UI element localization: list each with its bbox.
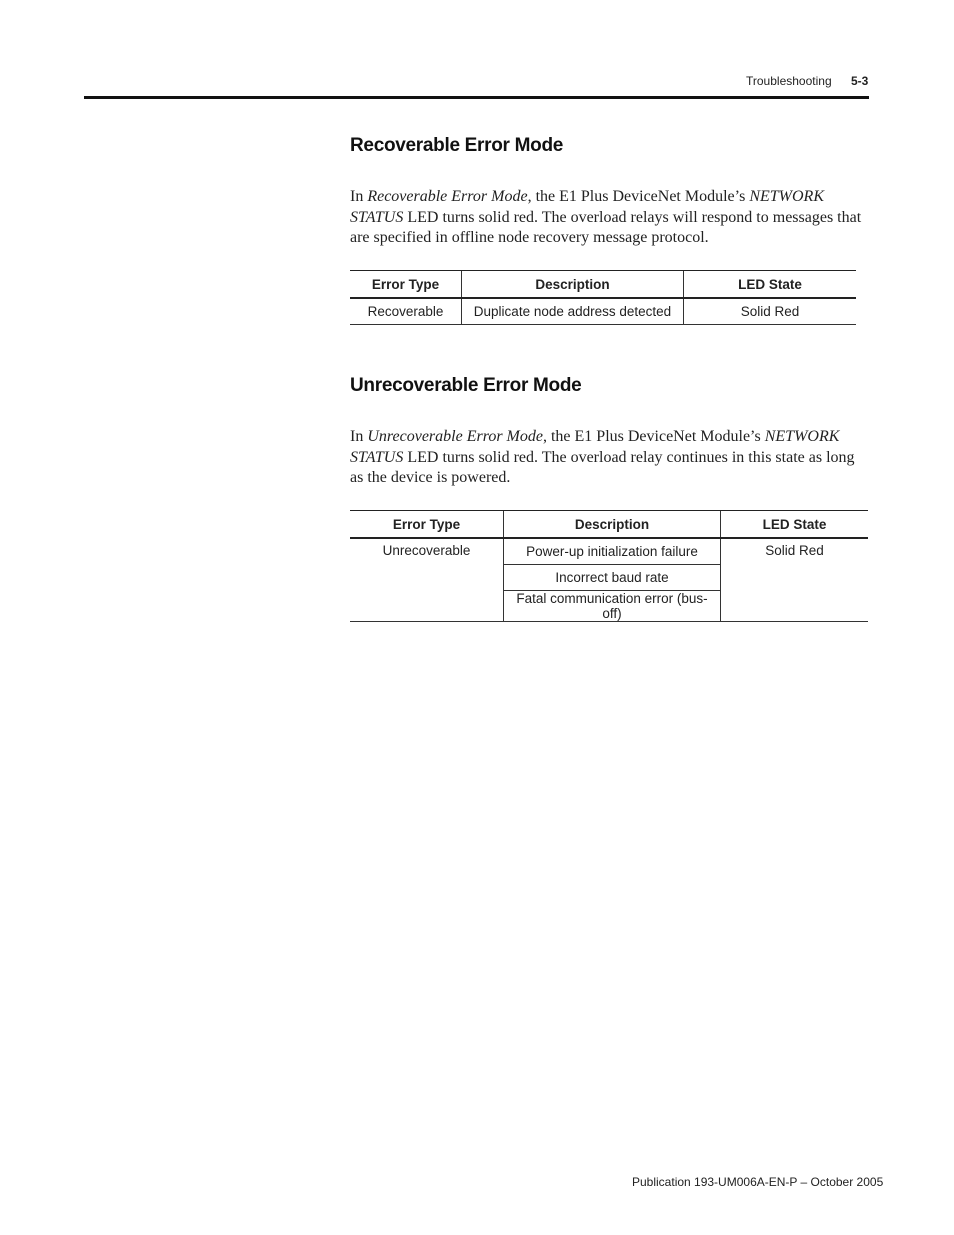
col-header-description: Description [462, 271, 684, 299]
running-header-section: Troubleshooting [746, 74, 832, 88]
page-number: 5-3 [851, 74, 869, 88]
para-italic-mode: Recoverable Error Mode [367, 188, 528, 205]
header-rule [84, 96, 869, 99]
para-text: LED turns solid red. The overload relays will respond to messages that are specified in offline node recovery message protocol. [350, 208, 862, 246]
recoverable-heading: Recoverable Error Mode [350, 135, 564, 156]
unrecoverable-paragraph [350, 427, 862, 489]
col-header-led-state: LED State [721, 511, 869, 539]
para-text: LED turns solid red. The overload relay continues in this state as long as the device is powered. [350, 448, 855, 486]
publication-footer: Publication 193-UM006A-EN-P – October 2005 [632, 1175, 884, 1189]
table-row [350, 538, 868, 565]
para-text: , the E1 Plus DeviceNet Module’s [527, 188, 750, 205]
table-header-row [350, 271, 856, 299]
cell-led-state: Solid Red [721, 538, 869, 622]
cell-led-state: Solid Red [684, 298, 857, 325]
col-header-led-state: LED State [684, 271, 857, 299]
para-text: In [350, 188, 368, 205]
unrecoverable-heading: Unrecoverable Error Mode [350, 375, 582, 396]
cell-description: Incorrect baud rate [504, 565, 721, 591]
para-italic-status: NETWORK STATUS [350, 188, 824, 226]
recoverable-paragraph [350, 187, 862, 249]
col-header-error-type: Error Type [350, 511, 504, 539]
table-header-row [350, 511, 868, 539]
col-header-description: Description [504, 511, 721, 539]
cell-error-type: Recoverable [350, 298, 462, 325]
cell-description: Duplicate node address detected [462, 298, 684, 325]
recoverable-table [350, 270, 856, 325]
cell-description: Power-up initialization failure [504, 538, 721, 565]
table-row [350, 298, 856, 325]
cell-description: Fatal communication error (bus-off) [504, 591, 721, 622]
para-text: In [350, 428, 368, 445]
cell-error-type: Unrecoverable [350, 538, 504, 622]
unrecoverable-table [350, 510, 868, 622]
para-text: , the E1 Plus DeviceNet Module’s [542, 428, 765, 445]
col-header-error-type: Error Type [350, 271, 462, 299]
para-italic-mode: Unrecoverable Error Mode [367, 428, 543, 445]
para-italic-status: NETWORK STATUS [350, 428, 840, 466]
